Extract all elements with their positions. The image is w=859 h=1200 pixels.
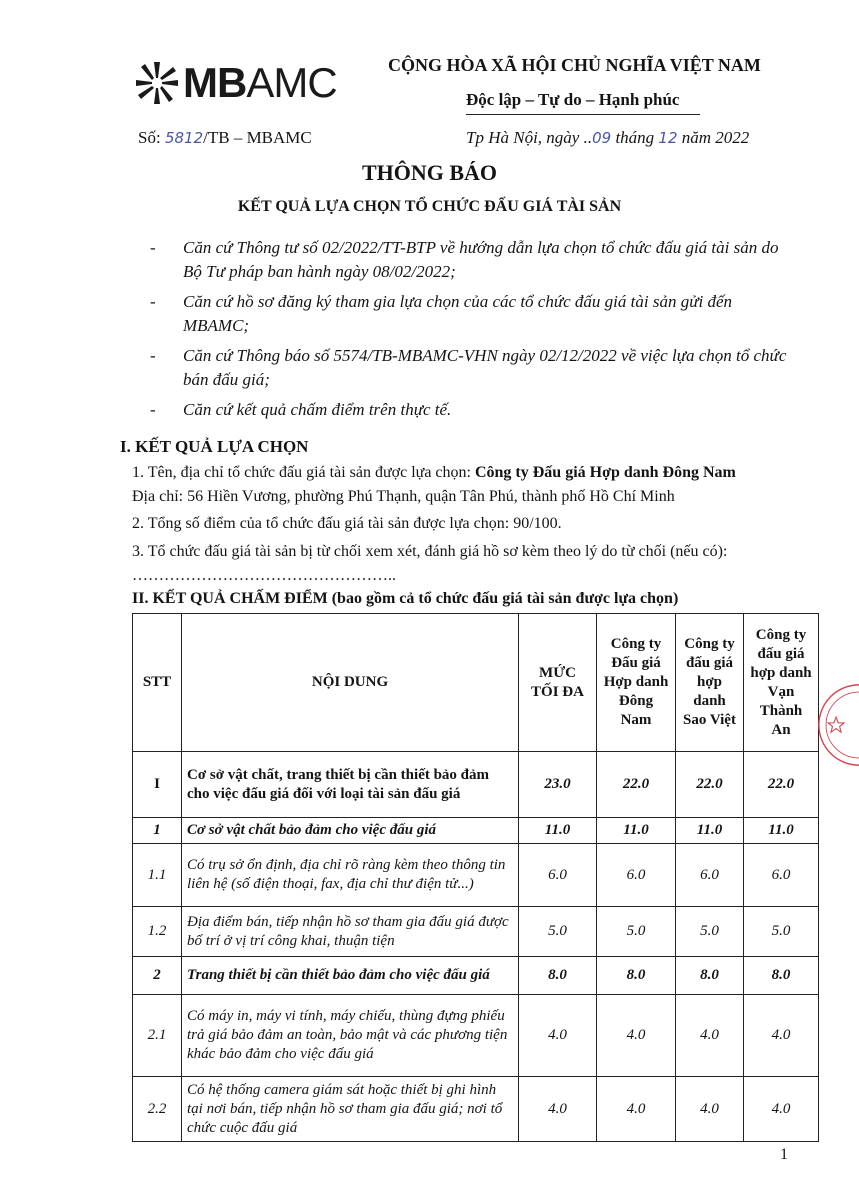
col-header-dong-nam: Công ty Đấu giá Hợp danh Đông Nam <box>597 614 676 752</box>
col-header-max: MỨC TỐI ĐA <box>519 614 597 752</box>
rejected-orgs-line: 3. Tổ chức đấu giá tài sản bị từ chối xem xét, đánh giá hồ sơ kèm theo lý do từ chối (nếu có): ………………………………………….. <box>132 543 728 584</box>
mbamc-logo-icon <box>132 58 182 108</box>
col-header-van-thanh-an: Công ty đấu giá hợp danh Vạn Thành An <box>744 614 819 752</box>
table-row: I Cơ sở vật chất, trang thiết bị cần thiết bảo đảm cho việc đấu giá đối với loại tài sản đấu giá 23.0 22.0 22.0 22.0 <box>133 752 819 818</box>
col-header-content: NỘI DUNG <box>182 614 519 752</box>
selected-org-name: Công ty Đấu giá Hợp danh Đông Nam <box>474 464 736 481</box>
col-header-sao-viet: Công ty đấu giá hợp danh Sao Việt <box>676 614 744 752</box>
motto-underline <box>466 114 700 115</box>
scoring-table <box>132 613 819 1142</box>
section2-heading: II. KẾT QUẢ CHẤM ĐIỂM (bao gồm cả tổ chức đấu giá tài sản được lựa chọn) <box>132 590 679 607</box>
table-row: 1 Cơ sở vật chất bảo đảm cho việc đấu giá 11.0 11.0 11.0 11.0 <box>133 818 819 844</box>
document-date: Tp Hà Nội, ngày ..09 tháng 12 năm 2022 <box>466 128 750 147</box>
total-score-line: 2. Tổng số điểm của tổ chức đấu giá tài sản được lựa chọn: 90/100. <box>132 515 562 532</box>
table-row: 2.1 Có máy in, máy vi tính, máy chiếu, thùng đựng phiếu trả giá bảo đảm an toàn, bảo mật và các phương tiện khác bảo đảm cho việc đấu giá 4.0 4.0 4.0 4.0 <box>133 995 819 1077</box>
table-row: 1.2 Địa điểm bán, tiếp nhận hồ sơ tham gia đấu giá được bố trí ở vị trí công khai, thuận tiện 5.0 5.0 5.0 5.0 <box>133 907 819 957</box>
basis-item: - Căn cứ hồ sơ đăng ký tham gia lựa chọn của các tổ chức đấu giá tài sản gửi đến MBAMC; <box>150 290 800 338</box>
legal-basis-list <box>150 236 800 428</box>
section1-heading: I. KẾT QUẢ LỰA CHỌN <box>120 437 309 456</box>
mbamc-logo-wordmark: MBAMC <box>183 59 337 106</box>
handwritten-number: 5812 <box>164 129 204 147</box>
page-number: 1 <box>780 1146 788 1163</box>
selected-org-line: 1. Tên, địa chỉ tổ chức đấu giá tài sản được lựa chọn: Công ty Đấu giá Hợp danh Đông Nam <box>132 464 736 481</box>
table-row: 1.1 Có trụ sở ổn định, địa chỉ rõ ràng kèm theo thông tin liên hệ (số điện thoại, fax, địa chỉ thư điện tử...) 6.0 6.0 6.0 6.0 <box>133 844 819 907</box>
table-row: 2.2 Có hệ thống camera giám sát hoặc thiết bị ghi hình tại nơi bán, tiếp nhận hồ sơ tham gia đấu giá; nơi tổ chức cuộc đấu giá 4.0 4.0 4.0 4.0 <box>133 1077 819 1142</box>
national-motto: Độc lập – Tự do – Hạnh phúc <box>466 90 680 109</box>
nation-header: CỘNG HÒA XÃ HỘI CHỦ NGHĨA VIỆT NAM <box>388 55 761 75</box>
basis-item: - Căn cứ Thông báo số 5574/TB-MBAMC-VHN ngày 02/12/2022 về việc lựa chọn tổ chức bán đấu giá; <box>150 344 800 392</box>
handwritten-day: 09 <box>592 129 612 147</box>
handwritten-month: 12 <box>658 129 678 147</box>
basis-item: - Căn cứ kết quả chấm điểm trên thực tế. <box>150 398 800 422</box>
document-number: Số: 5812/TB – MBAMC <box>138 128 312 147</box>
basis-item: - Căn cứ Thông tư số 02/2022/TT-BTP về hướng dẫn lựa chọn tổ chức đấu giá tài sản do Bộ Tư pháp ban hành ngày 08/02/2022; <box>150 236 800 284</box>
table-header-row <box>133 614 819 752</box>
document-subtitle: KẾT QUẢ LỰA CHỌN TỔ CHỨC ĐẤU GIÁ TÀI SẢN <box>237 198 622 215</box>
document-title: THÔNG BÁO <box>361 160 498 185</box>
col-header-stt: STT <box>133 614 182 752</box>
selected-org-address: Địa chỉ: 56 Hiền Vương, phường Phú Thạnh, quận Tân Phú, thành phố Hồ Chí Minh <box>132 488 675 505</box>
table-row: 2 Trang thiết bị cần thiết bảo đảm cho việc đấu giá 8.0 8.0 8.0 8.0 <box>133 957 819 995</box>
red-seal-stamp-icon <box>816 650 859 800</box>
